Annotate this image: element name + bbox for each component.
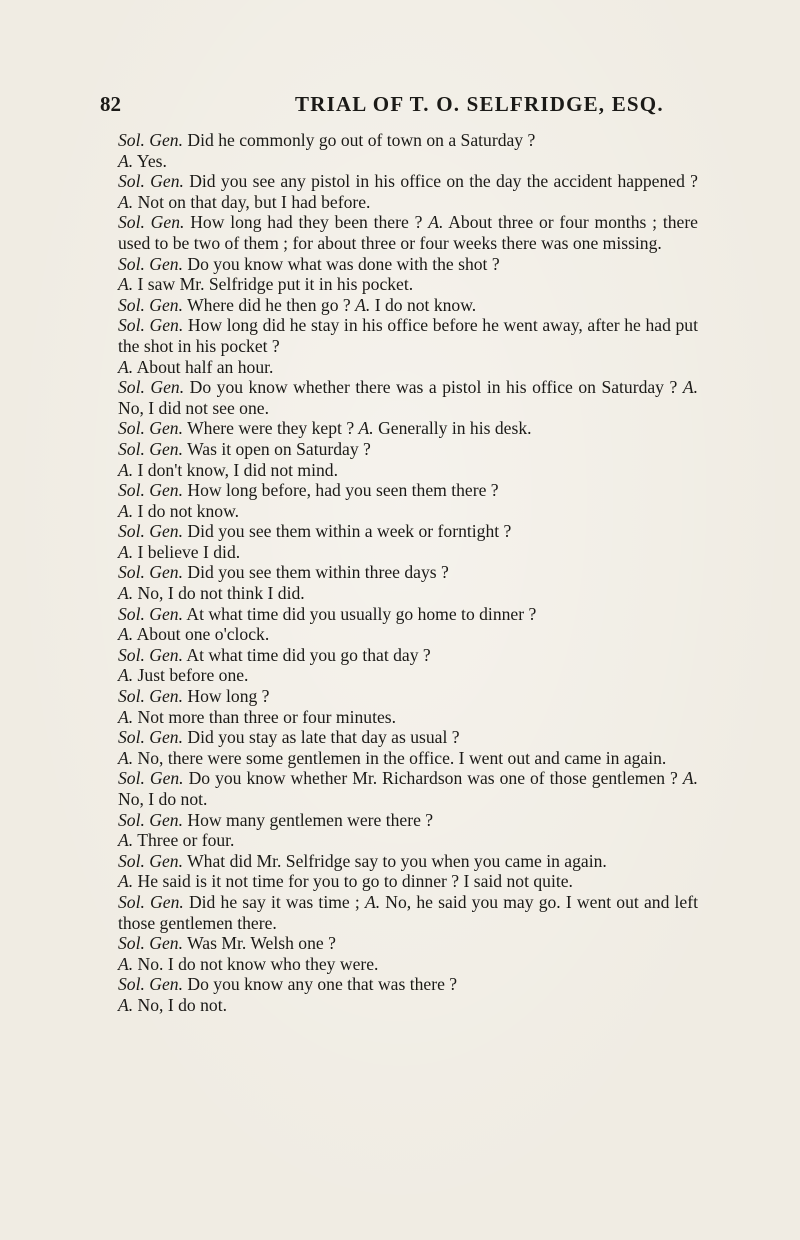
testimony-line: At what time did you usually go home to dinner ? (183, 603, 537, 624)
testimony-line: Did you see any pistol in his office on the day the accident happened ? (183, 171, 698, 192)
testimony-line: Did he commonly go out of town on a Saturday ? (183, 130, 536, 150)
testimony-paragraph (118, 480, 698, 501)
testimony-paragraph (118, 645, 698, 666)
testimony-line: What did Mr. Selfridge say to you when you came in again. (183, 850, 607, 871)
speaker-label: Sol. Gen. (118, 294, 183, 315)
speaker-label: Sol. Gen. (118, 521, 183, 542)
running-head: TRIAL OF T. O. SELFRIDGE, ESQ. (295, 92, 664, 116)
testimony-line: Did you stay as late that day as usual ? (183, 727, 460, 748)
testimony-line: Three or four. (133, 830, 235, 851)
testimony-paragraph (118, 686, 698, 707)
testimony-paragraph (118, 933, 698, 954)
speaker-label: A. (118, 356, 134, 377)
testimony-line: Not more than three or four minutes. (133, 706, 397, 727)
speaker-label: A. (118, 747, 134, 768)
testimony-paragraph (118, 130, 698, 151)
testimony-line: How long had they been there ? (184, 212, 429, 233)
testimony-line: I believe I did. (133, 541, 241, 562)
testimony-paragraph (118, 501, 698, 522)
testimony-paragraph (118, 707, 698, 728)
testimony-paragraph (118, 357, 698, 378)
testimony-paragraph (118, 830, 698, 851)
testimony-paragraph (118, 727, 698, 748)
testimony-paragraph (118, 377, 698, 418)
speaker-label: A. (118, 871, 134, 892)
speaker-label: A. (118, 583, 134, 604)
answer-marker: A. (428, 212, 444, 233)
speaker-label: A. (118, 830, 134, 851)
page-number: 82 (100, 92, 121, 116)
testimony-paragraph (118, 974, 698, 995)
speaker-label: Sol. Gen. (118, 644, 183, 665)
testimony-line: Do you know any one that was there ? (183, 974, 458, 995)
speaker-label: Sol. Gen. (118, 171, 184, 192)
testimony-line: How long did he stay in his office before he went away, after he had put the shot in his pocket ? (118, 315, 698, 356)
testimony-paragraph (118, 892, 698, 933)
testimony-line: Do you know whether Mr. Richardson was one of those gentlemen ? (183, 768, 683, 789)
speaker-label: A. (118, 665, 134, 686)
testimony-paragraph (118, 418, 698, 439)
speaker-label: A. (118, 953, 134, 974)
testimony-line: Did he say it was time ; (183, 891, 365, 912)
speaker-label: A. (118, 459, 134, 480)
testimony-paragraph (118, 624, 698, 645)
speaker-label: A. (118, 150, 134, 171)
speaker-label: Sol. Gen. (118, 130, 183, 150)
speaker-label: A. (118, 274, 134, 295)
speaker-label: Sol. Gen. (118, 377, 185, 398)
testimony-paragraph (118, 295, 698, 316)
speaker-label: A. (118, 500, 134, 521)
speaker-label: Sol. Gen. (118, 418, 183, 439)
testimony-line: About one o'clock. (133, 624, 270, 645)
testimony-paragraph (118, 460, 698, 481)
speaker-label: Sol. Gen. (118, 850, 183, 871)
testimony-paragraph (118, 954, 698, 975)
speaker-label: Sol. Gen. (118, 727, 183, 748)
testimony-paragraph (118, 665, 698, 686)
testimony-line: I do not know. (133, 500, 240, 521)
testimony-paragraph (118, 851, 698, 872)
speaker-label: Sol. Gen. (118, 562, 183, 583)
page-header (0, 92, 800, 122)
speaker-label: Sol. Gen. (118, 603, 183, 624)
testimony-line: Not on that day, but I had before. (137, 191, 371, 212)
testimony-line: How long before, had you seen them there ? (183, 480, 499, 501)
testimony-line: I saw Mr. Selfridge put it in his pocket. (133, 274, 414, 295)
speaker-label: Sol. Gen. (118, 438, 183, 459)
testimony-line: At what time did you go that day ? (183, 644, 431, 665)
speaker-label: A. (118, 541, 134, 562)
answer-marker: A. (118, 191, 134, 212)
speaker-label: Sol. Gen. (118, 891, 184, 912)
testimony-line: No, I do not. (118, 789, 208, 809)
testimony-paragraph (118, 583, 698, 604)
answer-marker: A. (682, 768, 698, 789)
testimony-paragraph (118, 995, 698, 1016)
testimony-line: Did you see them within three days ? (183, 562, 449, 583)
testimony-paragraph (118, 871, 698, 892)
testimony-paragraph (118, 254, 698, 275)
testimony-line: Was it open on Saturday ? (183, 438, 371, 459)
testimony-paragraph (118, 810, 698, 831)
testimony-line: Just before one. (133, 665, 249, 686)
testimony-paragraph (118, 171, 698, 212)
testimony-paragraph (118, 542, 698, 563)
speaker-label: Sol. Gen. (118, 253, 183, 274)
testimony-line: About half an hour. (133, 356, 274, 377)
speaker-label: A. (118, 706, 134, 727)
testimony-line: How many gentlemen were there ? (183, 809, 434, 830)
answer-marker: A. (358, 418, 374, 439)
testimony-line: No. I do not know who they were. (133, 953, 379, 974)
testimony-paragraph (118, 521, 698, 542)
testimony-line: Do you know what was done with the shot ? (183, 253, 500, 274)
testimony-line: About three or four months ; there used to be two of them ; for about three or four weeks there was one missing. (118, 212, 698, 253)
testimony-line: No, he said you may go. I went out and left those gentlemen there. (118, 891, 698, 933)
testimony-line: No, there were some gentlemen in the office. I went out and came in again. (133, 747, 667, 768)
testimony-text (118, 130, 698, 1016)
testimony-line: Did you see them within a week or forntight ? (183, 521, 512, 542)
speaker-label: Sol. Gen. (118, 768, 184, 789)
testimony-line: Generally in his desk. (378, 418, 532, 439)
testimony-line: No, I did not see one. (118, 397, 269, 418)
testimony-line: Was Mr. Welsh one ? (183, 933, 336, 954)
testimony-line: How long ? (183, 686, 270, 707)
testimony-line: Yes. (133, 150, 167, 171)
testimony-paragraph (118, 274, 698, 295)
speaker-label: Sol. Gen. (118, 809, 183, 830)
speaker-label: Sol. Gen. (118, 933, 183, 954)
testimony-line: Where were they kept ? (183, 418, 359, 439)
testimony-line: No, I do not. (133, 994, 227, 1015)
testimony-line: Do you know whether there was a pistol in his office on Saturday ? (184, 377, 683, 398)
testimony-line: I do not know. (374, 294, 477, 315)
testimony-paragraph (118, 604, 698, 625)
speaker-label: Sol. Gen. (118, 212, 185, 233)
answer-marker: A. (355, 294, 371, 315)
testimony-line: No, I do not think I did. (133, 583, 305, 604)
testimony-line: I don't know, I did not mind. (133, 459, 338, 480)
speaker-label: Sol. Gen. (118, 686, 183, 707)
testimony-paragraph (118, 151, 698, 172)
testimony-paragraph (118, 768, 698, 809)
speaker-label: Sol. Gen. (118, 974, 183, 995)
testimony-paragraph (118, 562, 698, 583)
answer-marker: A. (364, 891, 381, 912)
speaker-label: A. (118, 624, 134, 645)
answer-marker: A. (682, 377, 698, 398)
testimony-line: Where did he then go ? (183, 294, 356, 315)
testimony-line: He said is it not time for you to go to dinner ? I said not quite. (133, 871, 573, 892)
testimony-paragraph (118, 439, 698, 460)
speaker-label: Sol. Gen. (118, 480, 183, 501)
testimony-paragraph (118, 315, 698, 356)
testimony-paragraph (118, 748, 698, 769)
testimony-paragraph (118, 212, 698, 253)
speaker-label: Sol. Gen. (118, 315, 184, 336)
speaker-label: A. (118, 994, 134, 1015)
